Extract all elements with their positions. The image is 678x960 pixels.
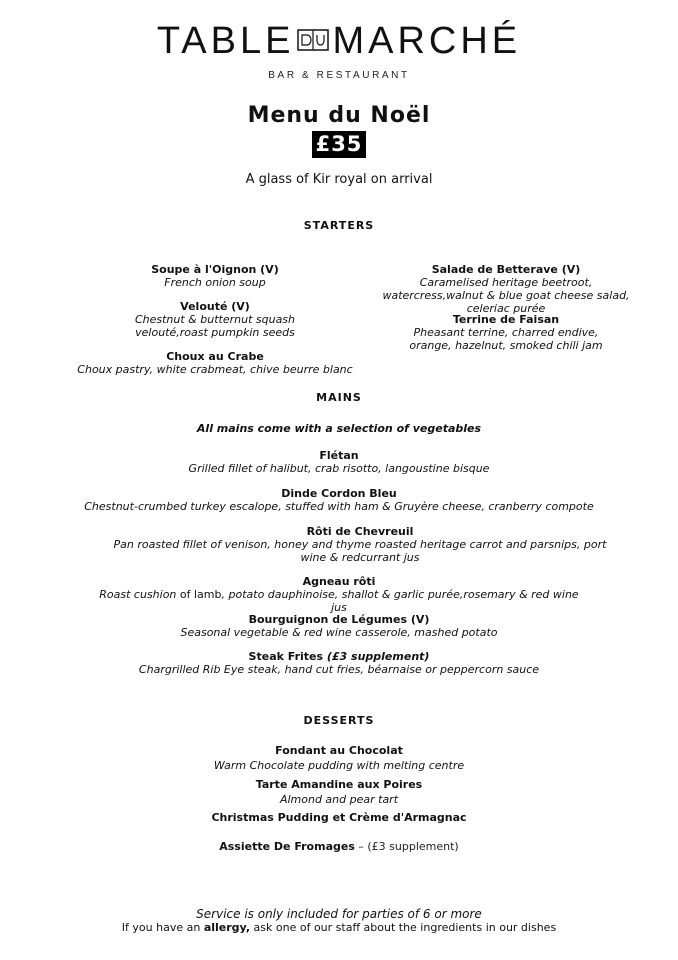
desc-part: of lamb <box>179 588 222 601</box>
restaurant-logo <box>0 20 678 63</box>
dish-description <box>90 588 588 614</box>
mains-note: All mains come with a selection of vegetables <box>196 422 482 435</box>
dish-name: Agneau rôti <box>302 575 376 588</box>
dish-name: Christmas Pudding et Crème d'Armagnac <box>211 811 467 824</box>
price-badge-container <box>0 131 678 158</box>
dish-description: Warm Chocolate pudding with melting centre <box>213 759 465 772</box>
starter-item <box>370 263 642 315</box>
section-heading-mains: MAINS <box>316 391 362 404</box>
desc-part: Roast cushion <box>99 588 180 601</box>
dish-name: Dinde Cordon Bleu <box>281 487 397 500</box>
main-item <box>100 525 620 564</box>
dish-description: Choux pastry, white crabmeat, chive beurre blanc <box>77 363 353 376</box>
main-item <box>90 650 588 676</box>
dish-name-text: Assiette De Fromages <box>219 840 355 853</box>
price-badge: £35 <box>312 131 367 158</box>
dish-description: Almond and pear tart <box>279 793 399 806</box>
dish-description: Pheasant terrine, charred endive, orange, hazelnut, smoked chili jam <box>409 326 603 352</box>
dish-description: Pan roasted fillet of venison, honey and thyme roasted heritage carrot and parsnips, port wine & redcurrant jus <box>113 538 607 564</box>
dish-description: Caramelised heritage beetroot, watercress,walnut & blue goat cheese salad, celeriac purée <box>382 276 630 315</box>
dish-name: Salade de Betterave (V) <box>431 263 581 276</box>
main-item <box>90 613 588 639</box>
dish-description: French onion soup <box>164 276 266 289</box>
starter-item <box>80 263 350 289</box>
section-heading-starters: STARTERS <box>303 219 375 232</box>
main-item <box>90 575 588 614</box>
logo-text-right: MARCHÉ <box>332 20 522 62</box>
logo-text-left: TABLE <box>156 20 295 62</box>
dish-name: Velouté (V) <box>180 300 250 313</box>
dessert-item <box>90 744 588 772</box>
arrival-drink: A glass of Kir royal on arrival <box>245 172 433 187</box>
dish-description: Chestnut & butternut squash velouté,roast pumpkin seeds <box>134 313 296 339</box>
supplement-note: (£3 supplement) <box>326 650 430 663</box>
dish-description: Seasonal vegetable & red wine casserole, mashed potato <box>180 626 498 639</box>
dessert-item <box>90 811 588 824</box>
starter-item <box>370 313 642 352</box>
dish-name-text: Steak Frites <box>248 650 324 663</box>
dish-name: Fondant au Chocolat <box>275 744 403 757</box>
menu-title: Menu du Noël <box>247 103 431 128</box>
starter-item <box>80 300 350 339</box>
allergy-text: ask one of our staff about the ingredients in our dishes <box>250 921 557 934</box>
dish-name <box>90 840 588 853</box>
dessert-item <box>90 778 588 806</box>
desc-part: , potato dauphinoise, shallot & garlic purée,rosemary & red wine jus <box>221 588 579 614</box>
service-note: Service is only included for parties of 6 or more <box>196 907 482 921</box>
main-item <box>80 487 598 513</box>
dish-name: Bourguignon de Légumes (V) <box>248 613 430 626</box>
dish-name <box>90 650 588 663</box>
dish-name: Flétan <box>319 449 359 462</box>
dish-description: Grilled fillet of halibut, crab risotto, langoustine bisque <box>188 462 490 475</box>
dish-description: Chestnut-crumbed turkey escalope, stuffed with ham & Gruyère cheese, cranberry compote <box>84 500 594 513</box>
dish-name: Terrine de Faisan <box>452 313 560 326</box>
allergy-text: If you have an <box>121 921 204 934</box>
dish-description: Chargrilled Rib Eye steak, hand cut fries, béarnaise or peppercorn sauce <box>138 663 540 676</box>
logo-du-monogram-icon <box>296 27 330 53</box>
main-item <box>90 449 588 475</box>
dish-name: Choux au Crabe <box>166 350 264 363</box>
logo-subtitle: BAR & RESTAURANT <box>268 70 410 81</box>
dessert-item <box>90 840 588 853</box>
allergy-emphasis: allergy, <box>203 921 251 934</box>
section-heading-desserts: DESSERTS <box>303 714 375 727</box>
dish-name: Soupe à l'Oignon (V) <box>151 263 279 276</box>
allergy-note <box>0 921 678 934</box>
supplement-note: – (£3 supplement) <box>354 840 459 853</box>
starter-item <box>70 350 360 376</box>
dish-name: Tarte Amandine aux Poires <box>255 778 423 791</box>
dish-name: Rôti de Chevreuil <box>306 525 414 538</box>
